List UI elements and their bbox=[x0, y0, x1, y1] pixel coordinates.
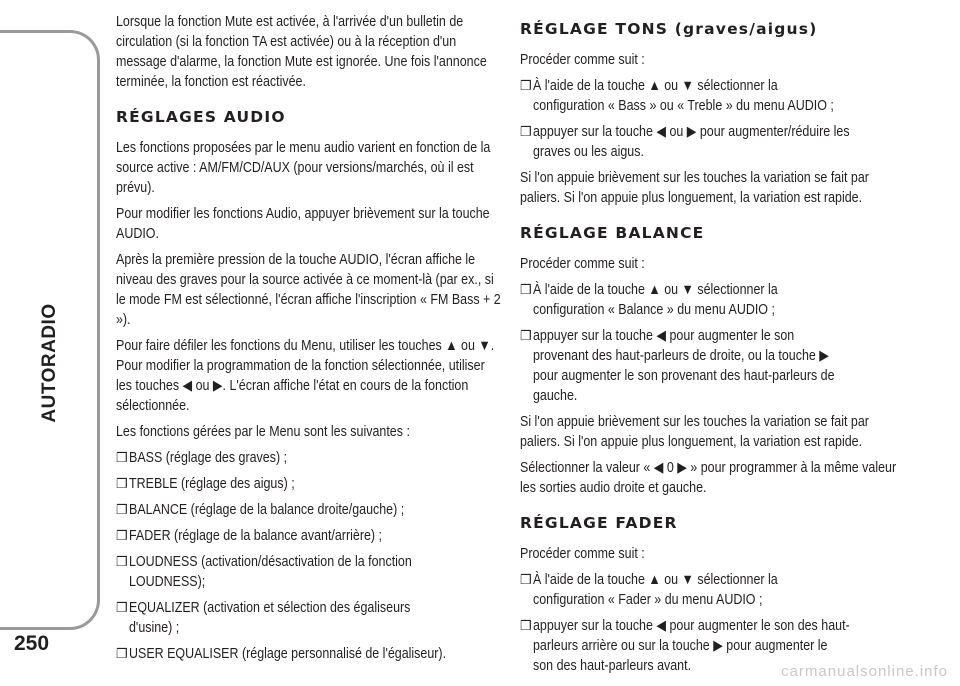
fader-intro: Procéder comme suit : bbox=[520, 546, 645, 562]
section-side-tab bbox=[0, 30, 100, 630]
checkbox-bullet-icon: ❒ bbox=[116, 646, 128, 661]
checkbox-bullet-icon: ❒ bbox=[116, 476, 128, 491]
list-item bbox=[116, 552, 502, 592]
list-item-text: LOUDNESS (activation/désactivation de la fonction LOUDNESS); bbox=[129, 554, 412, 590]
tone-intro: Procéder comme suit : bbox=[520, 52, 645, 68]
audio-paragraph-4: Pour faire défiler les fonctions du Menu, utiliser les touches ▲ ou ▼. Pour modifier la programmation de la fonction sélectionnée, utiliser les touches ◀ ou ▶. L'écran affiche l'état en cours de la fonction sélectionnée. bbox=[116, 338, 495, 414]
balance-note: Si l'on appuie brièvement sur les touches la variation se fait par paliers. Si l'on appuie plus longuement, la variation est rapide. bbox=[520, 414, 869, 450]
list-item bbox=[520, 326, 902, 406]
list-item-text: À l'aide de la touche ▲ ou ▼ sélectionner la configuration « Fader » du menu AUDIO ; bbox=[533, 572, 778, 608]
list-item bbox=[116, 448, 502, 468]
list-item-text: USER EQUALISER (réglage personnalisé de l'égaliseur). bbox=[129, 646, 447, 662]
list-item bbox=[116, 598, 502, 638]
checkbox-bullet-icon: ❒ bbox=[520, 282, 532, 297]
list-item-text: appuyer sur la touche ◀ pour augmenter le son provenant des haut-parleurs de droite, ou la touche ▶ pour augmenter le son provenant des haut-parleurs de gauche. bbox=[533, 328, 835, 404]
left-column bbox=[116, 12, 502, 670]
list-item bbox=[520, 280, 902, 320]
watermark: carmanualsonline.info bbox=[781, 663, 948, 680]
right-column bbox=[520, 12, 902, 682]
checkbox-bullet-icon: ❒ bbox=[116, 502, 128, 517]
list-item bbox=[116, 500, 502, 520]
list-item-text: BASS (réglage des graves) ; bbox=[129, 450, 288, 466]
list-item-text: À l'aide de la touche ▲ ou ▼ sélectionner la configuration « Balance » du menu AUDIO ; bbox=[533, 282, 778, 318]
page-number: 250 bbox=[14, 632, 50, 655]
audio-paragraph-2: Pour modifier les fonctions Audio, appuyer brièvement sur la touche AUDIO. bbox=[116, 206, 490, 242]
checkbox-bullet-icon: ❒ bbox=[116, 528, 128, 543]
list-item-text: EQUALIZER (activation et sélection des égaliseurs d'usine) ; bbox=[129, 600, 411, 636]
section-tab-label: AUTORADIO bbox=[39, 303, 60, 423]
checkbox-bullet-icon: ❒ bbox=[520, 124, 532, 139]
audio-settings-heading: RÉGLAGES AUDIO bbox=[116, 108, 286, 126]
audio-paragraph-3: Après la première pression de la touche AUDIO, l'écran affiche le niveau des graves pour la source activée à ce moment-là (par ex., si le mode FM est sélectionné, l'écran affiche l'inscription « FM Bass + 2 »). bbox=[116, 252, 501, 328]
list-item-text: FADER (réglage de la balance avant/arrière) ; bbox=[129, 528, 383, 544]
audio-paragraph-1: Les fonctions proposées par le menu audio varient en fonction de la source active : AM/FM/CD/AUX (pour versions/marchés, où il est prévu). bbox=[116, 140, 491, 196]
list-item bbox=[116, 526, 502, 546]
list-item bbox=[520, 122, 902, 162]
tone-note: Si l'on appuie brièvement sur les touches la variation se fait par paliers. Si l'on appuie plus longuement, la variation est rapide. bbox=[520, 170, 869, 206]
balance-intro: Procéder comme suit : bbox=[520, 256, 645, 272]
list-item-text: appuyer sur la touche ◀ pour augmenter le son des haut-parleurs arrière ou sur la touche ▶ pour augmenter le son des haut-parleurs avant. bbox=[533, 618, 850, 674]
tone-settings-heading: RÉGLAGE TONS (graves/aigus) bbox=[520, 20, 818, 38]
list-item-text: BALANCE (réglage de la balance droite/gauche) ; bbox=[129, 502, 405, 518]
checkbox-bullet-icon: ❒ bbox=[116, 554, 128, 569]
mute-paragraph: Lorsque la fonction Mute est activée, à l'arrivée d'un bulletin de circulation (si la fonction TA est activée) ou à la réception d'un message d'alarme, la fonction Mute est ignorée. Une fois l'annonce terminée, la fonction est réactivée. bbox=[116, 14, 487, 90]
checkbox-bullet-icon: ❒ bbox=[520, 328, 532, 343]
audio-paragraph-5: Les fonctions gérées par le Menu sont les suivantes : bbox=[116, 424, 410, 440]
list-item bbox=[116, 474, 502, 494]
list-item-text: appuyer sur la touche ◀ ou ▶ pour augmenter/réduire les graves ou les aigus. bbox=[533, 124, 850, 160]
balance-settings-heading: RÉGLAGE BALANCE bbox=[520, 224, 705, 242]
checkbox-bullet-icon: ❒ bbox=[520, 618, 532, 633]
list-item bbox=[520, 570, 902, 610]
checkbox-bullet-icon: ❒ bbox=[116, 450, 128, 465]
fader-settings-heading: RÉGLAGE FADER bbox=[520, 514, 678, 532]
list-item-text: TREBLE (réglage des aigus) ; bbox=[129, 476, 295, 492]
list-item bbox=[116, 644, 502, 664]
checkbox-bullet-icon: ❒ bbox=[520, 572, 532, 587]
list-item bbox=[520, 76, 902, 116]
balance-zero-note: Sélectionner la valeur « ◀ 0 ▶ » pour programmer à la même valeur les sorties audio droite et gauche. bbox=[520, 460, 897, 496]
list-item-text: À l'aide de la touche ▲ ou ▼ sélectionner la configuration « Bass » ou « Treble » du menu AUDIO ; bbox=[533, 78, 834, 114]
checkbox-bullet-icon: ❒ bbox=[116, 600, 128, 615]
checkbox-bullet-icon: ❒ bbox=[520, 78, 532, 93]
